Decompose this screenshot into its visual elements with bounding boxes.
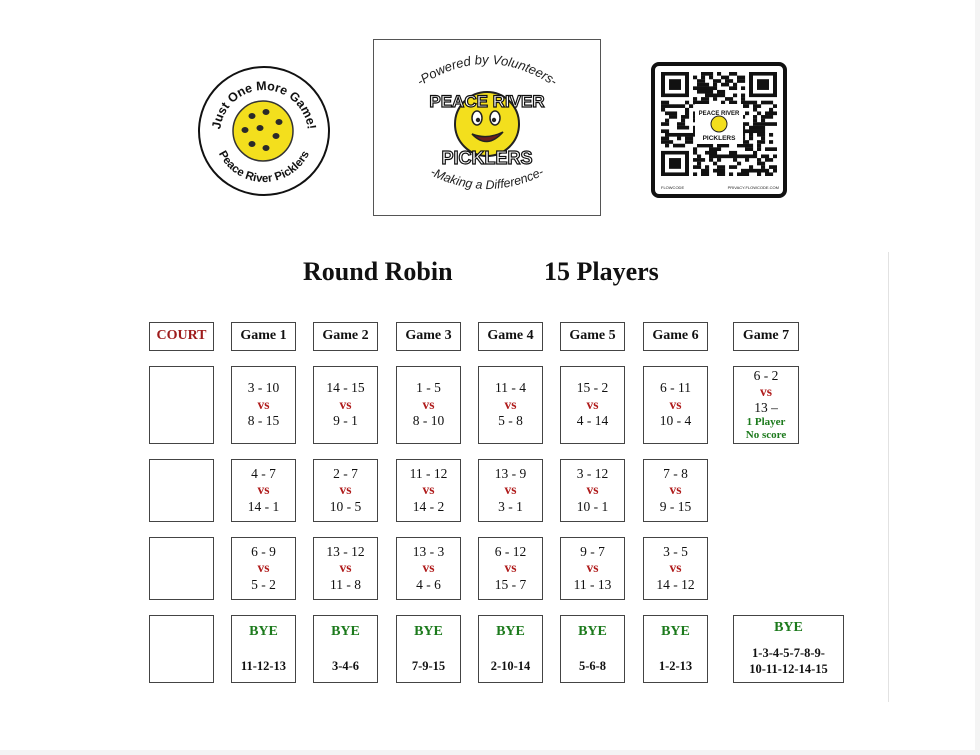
vs-label: vs <box>586 560 599 576</box>
vs-label: vs <box>257 560 270 576</box>
game-header-1 <box>231 322 296 351</box>
logo-tagline-bottom: -Making a Difference- <box>428 164 546 193</box>
bye-players: 1-2-13 <box>658 658 693 673</box>
vs-label: vs <box>669 482 682 498</box>
qr-center-logo <box>695 104 743 144</box>
game-header-4 <box>478 322 543 351</box>
peace-river-picklers-logo <box>373 39 601 216</box>
team-b: 5 - 8 <box>498 413 523 429</box>
game-label: Game 2 <box>322 328 369 344</box>
vs-label: vs <box>504 396 517 412</box>
team-a: 4 - 7 <box>251 465 276 481</box>
game-label: Game 5 <box>569 328 616 344</box>
team-a: 11 - 4 <box>495 380 526 396</box>
match-cell <box>643 537 708 600</box>
game-header-3 <box>396 322 461 351</box>
vs-label: vs <box>669 396 682 412</box>
bye-cell <box>231 615 296 683</box>
match-cell <box>313 366 378 444</box>
circle-logo-top-text: Just One More Game! <box>209 78 319 131</box>
court-cell-1 <box>149 366 214 444</box>
bye-label: BYE <box>496 624 525 639</box>
match-cell <box>478 366 543 444</box>
vs-label: vs <box>422 396 435 412</box>
match-cell <box>560 366 625 444</box>
game-label: Game 1 <box>240 328 287 344</box>
court-header <box>149 322 214 351</box>
single-player-note: 1 Player <box>746 416 786 428</box>
match-cell <box>313 537 378 600</box>
team-b: 13 – <box>754 400 778 415</box>
game-label: Game 4 <box>487 328 534 344</box>
qr-footer-left: FLOWCODE <box>661 185 685 190</box>
court-cell-4 <box>149 615 214 683</box>
qr-code[interactable] <box>651 62 787 198</box>
court-header-label: COURT <box>156 328 207 344</box>
match-cell <box>313 459 378 522</box>
team-b: 4 - 14 <box>576 413 609 429</box>
qr-footer-right: PRIVACY.FLOWCODE.COM <box>727 185 779 190</box>
match-cell <box>478 459 543 522</box>
logo-name-line1: PEACE RIVER <box>429 92 545 111</box>
vs-label: vs <box>422 560 435 576</box>
bye-label: BYE <box>661 624 690 639</box>
team-b: 11 - 13 <box>573 576 612 592</box>
just-one-more-game-logo <box>198 66 330 196</box>
vs-label: vs <box>257 482 270 498</box>
vs-label: vs <box>669 560 682 576</box>
court-cell-3 <box>149 537 214 600</box>
match-cell <box>231 459 296 522</box>
bye-label: BYE <box>414 624 443 639</box>
bye-label: BYE <box>774 620 803 636</box>
bye-players-line1: 1-3-4-5-7-8-9- <box>752 645 825 660</box>
bye-players: 5-6-8 <box>578 658 607 673</box>
vs-label: vs <box>422 482 435 498</box>
vs-label: vs <box>504 560 517 576</box>
circle-logo-bottom-text: Peace River Picklers <box>216 148 312 186</box>
team-b: 10 - 4 <box>659 413 692 429</box>
game-label: Game 3 <box>405 328 452 344</box>
team-b: 5 - 2 <box>251 576 276 592</box>
game-label: Game 7 <box>742 328 790 344</box>
bye-cell <box>396 615 461 683</box>
game-header-7 <box>733 322 799 351</box>
team-a: 3 - 5 <box>663 543 688 559</box>
bye-cell <box>313 615 378 683</box>
svg-text:-Powered by Volunteers- <box>414 52 561 89</box>
bye-players: 2-10-14 <box>490 658 531 673</box>
team-b: 8 - 15 <box>247 413 280 429</box>
bye-cell <box>478 615 543 683</box>
team-b: 8 - 10 <box>412 413 445 429</box>
page-title: Round Robin <box>303 257 453 286</box>
team-b: 10 - 1 <box>576 498 609 514</box>
game7-match-cell <box>733 366 799 444</box>
team-a: 1 - 5 <box>416 380 441 396</box>
vs-label: vs <box>759 384 772 399</box>
team-b: 14 - 2 <box>412 498 445 514</box>
vs-label: vs <box>586 396 599 412</box>
game7-bye-cell <box>733 615 844 683</box>
team-b: 4 - 6 <box>416 576 441 592</box>
team-a: 14 - 15 <box>326 380 365 396</box>
qr-logo-line1: PEACE RIVER <box>698 111 740 117</box>
vs-label: vs <box>257 396 270 412</box>
qr-logo-line2: PICKLERS <box>702 135 736 142</box>
logo-name-line2: PICKLERS <box>441 148 533 168</box>
svg-text:-Making a Difference- <box>428 165 545 192</box>
bye-cell <box>643 615 708 683</box>
team-a: 6 - 2 <box>753 368 779 383</box>
page-edge-line <box>888 252 889 702</box>
vs-label: vs <box>339 482 352 498</box>
team-b: 14 - 1 <box>247 498 280 514</box>
match-cell <box>478 537 543 600</box>
vs-label: vs <box>504 482 517 498</box>
logo-tagline-top: -Powered by Volunteers- <box>413 51 561 89</box>
team-b: 9 - 1 <box>333 413 358 429</box>
team-a: 13 - 12 <box>326 543 365 559</box>
no-score-note: No score <box>745 429 787 441</box>
team-b: 9 - 15 <box>659 498 692 514</box>
game-header-5 <box>560 322 625 351</box>
court-cell-2 <box>149 459 214 522</box>
match-cell <box>396 537 461 600</box>
team-b: 11 - 8 <box>330 576 361 592</box>
team-a: 15 - 2 <box>576 380 609 396</box>
team-b: 14 - 12 <box>656 576 695 592</box>
team-a: 13 - 9 <box>494 465 527 481</box>
bye-label: BYE <box>578 624 607 639</box>
match-cell <box>231 537 296 600</box>
team-a: 11 - 12 <box>409 465 448 481</box>
team-b: 15 - 7 <box>494 576 527 592</box>
bye-players-line2: 10-11-12-14-15 <box>749 662 828 677</box>
match-cell <box>643 366 708 444</box>
team-a: 3 - 12 <box>576 465 609 481</box>
team-b: 10 - 5 <box>329 498 362 514</box>
vs-label: vs <box>586 482 599 498</box>
match-cell <box>396 459 461 522</box>
bye-players: 11-12-13 <box>240 658 287 673</box>
bye-label: BYE <box>331 624 360 639</box>
pickleball-icon <box>233 101 293 161</box>
player-count-title: 15 Players <box>544 257 659 286</box>
game-label: Game 6 <box>652 328 699 344</box>
team-a: 6 - 12 <box>494 543 527 559</box>
team-a: 6 - 9 <box>251 543 276 559</box>
match-cell <box>643 459 708 522</box>
match-cell <box>231 366 296 444</box>
match-cell <box>560 459 625 522</box>
vs-label: vs <box>339 560 352 576</box>
bye-players: 7-9-15 <box>411 658 446 673</box>
game-header-2 <box>313 322 378 351</box>
team-b: 3 - 1 <box>498 498 523 514</box>
team-a: 6 - 11 <box>660 380 691 396</box>
team-a: 2 - 7 <box>333 465 358 481</box>
game-header-6 <box>643 322 708 351</box>
bye-players: 3-4-6 <box>331 658 360 673</box>
bye-label: BYE <box>249 624 278 639</box>
match-cell <box>396 366 461 444</box>
team-a: 9 - 7 <box>580 543 605 559</box>
bye-cell <box>560 615 625 683</box>
vs-label: vs <box>339 396 352 412</box>
team-a: 13 - 3 <box>412 543 445 559</box>
team-a: 7 - 8 <box>663 465 688 481</box>
match-cell <box>560 537 625 600</box>
team-a: 3 - 10 <box>247 380 280 396</box>
